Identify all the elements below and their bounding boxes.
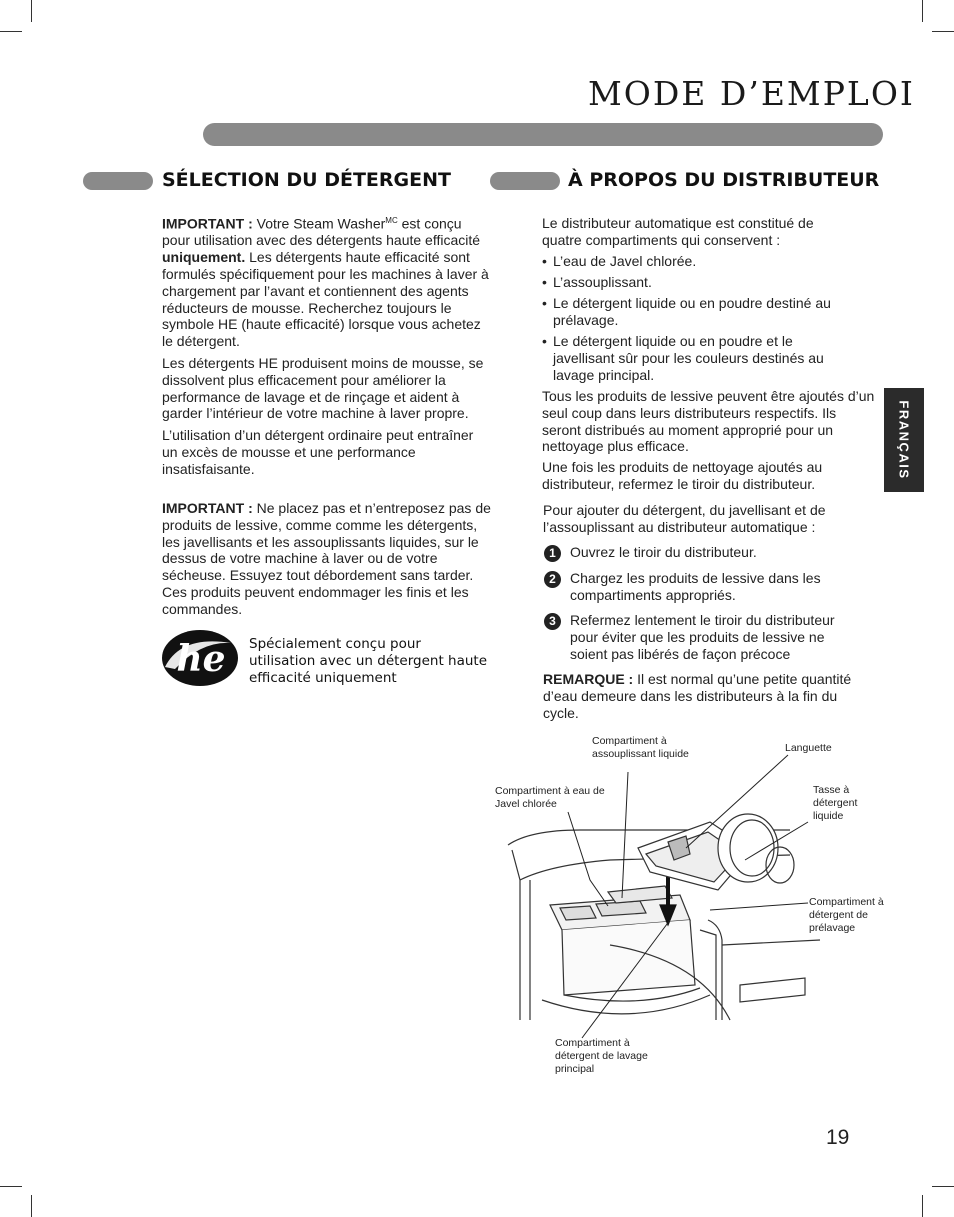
page-title: MODE D’EMPLOI <box>588 74 915 113</box>
he-logo-letters: he <box>176 638 226 680</box>
language-tab: FRANÇAIS <box>884 388 924 492</box>
dispenser-paragraph-c: Pour ajouter du détergent, du javellisant et de l’assouplissant au distributeur automatique : <box>543 502 826 535</box>
dispenser-paragraph-a: Tous les produits de lessive peuvent être ajoutés d’un seul coup dans leurs distributeurs respectifs. Ils seront distribués au moment approprié pour un nettoyage plus efficace. <box>542 388 875 455</box>
crop-mark <box>0 31 22 32</box>
step-text-3: Refermez lentement le tiroir du distributeur pour éviter que les produits de lessive ne soient pas libérés de façon précoce <box>570 612 835 662</box>
bullet-item: • L’assouplissant. <box>542 274 652 290</box>
step-number-2: 2 <box>544 571 561 588</box>
step-text-2: Chargez les produits de lessive dans les compartiments appropriés. <box>570 570 821 603</box>
note-paragraph: REMARQUE : Il est normal qu’une petite quantité d’eau demeure dans les distributeurs à la fin du cycle. <box>543 671 852 721</box>
step-number-3: 3 <box>544 613 561 630</box>
he-detergent-paragraph: Les détergents HE produisent moins de mousse, se dissolvent plus efficacement pour améliorer la performance de lavage et de rinçage et aident à garder l’intérieur de votre machine à laver propre. <box>162 355 484 422</box>
label-liquid-cup: Tasse à détergent liquide <box>813 784 858 822</box>
section-heading-detergent: SÉLECTION DU DÉTERGENT <box>162 169 451 191</box>
crop-mark <box>932 1186 954 1187</box>
label-prewash-compartment: Compartiment à détergent de prélavage <box>809 896 884 934</box>
section-pill <box>490 172 560 190</box>
bullet-item: • Le détergent liquide ou en poudre destiné au prélavage. <box>542 295 831 328</box>
section-pill <box>83 172 153 190</box>
dispenser-paragraph-b: Une fois les produits de nettoyage ajoutés au distributeur, refermez le tiroir du distributeur. <box>542 459 823 492</box>
crop-mark <box>922 1195 923 1217</box>
step-number-1: 1 <box>544 545 561 562</box>
crop-mark <box>922 0 923 22</box>
crop-mark <box>31 1195 32 1217</box>
detergent-body <box>162 213 492 483</box>
important-paragraph-1: IMPORTANT : Votre Steam Washer$^{MC}$ est conçu pour utilisation avec des détergents haute efficacité uniquement. Les détergents haute efficacité sont formulés spécifiquement pour les machines à laver à chargement par l’avant et contiennent des agents réducteurs de mousse. Recherchez toujours le symbole HE (haute efficacité) lorsque vous achetez le détergent. <box>162 215 489 350</box>
crop-mark <box>31 0 32 22</box>
title-bar <box>203 123 883 146</box>
bullet-item: • Le détergent liquide ou en poudre et le javellisant sûr pour les couleurs destinés au lavage principal. <box>542 333 824 383</box>
step-text-1: Ouvrez le tiroir du distributeur. <box>570 544 757 560</box>
he-logo-icon <box>161 629 239 687</box>
page-number: 19 <box>826 1126 850 1149</box>
label-tab: Languette <box>785 742 832 754</box>
dispenser-intro: Le distributeur automatique est constitué de quatre compartiments qui conservent : <box>542 215 814 248</box>
he-caption: Spécialement conçu pour utilisation avec un détergent haute efficacité uniquement <box>249 636 488 686</box>
label-bleach-compartment: Compartiment à eau de Javel chlorée <box>495 785 605 810</box>
crop-mark <box>0 1186 22 1187</box>
label-main-wash-compartment: Compartiment à détergent de lavage principal <box>555 1037 648 1075</box>
crop-mark <box>932 31 954 32</box>
bullet-item: • L’eau de Javel chlorée. <box>542 253 697 269</box>
section-heading-dispenser: À PROPOS DU DISTRIBUTEUR <box>568 169 880 191</box>
regular-detergent-paragraph: L’utilisation d’un détergent ordinaire peut entraîner un excès de mousse et une performance insatisfaisante. <box>162 427 474 477</box>
important-paragraph-2: IMPORTANT : Ne placez pas et n’entreposez pas de produits de lessive, comme comme les détergents, les javellisants et les assouplissants liquides, sur le dessus de votre machine à laver ou de votre sécheuse. Essuyez tout débordement sans tarder. Ces produits peuvent endommager les finis et les commandes. <box>162 500 491 617</box>
label-softener-compartment: Compartiment à assouplissant liquide <box>592 735 689 760</box>
